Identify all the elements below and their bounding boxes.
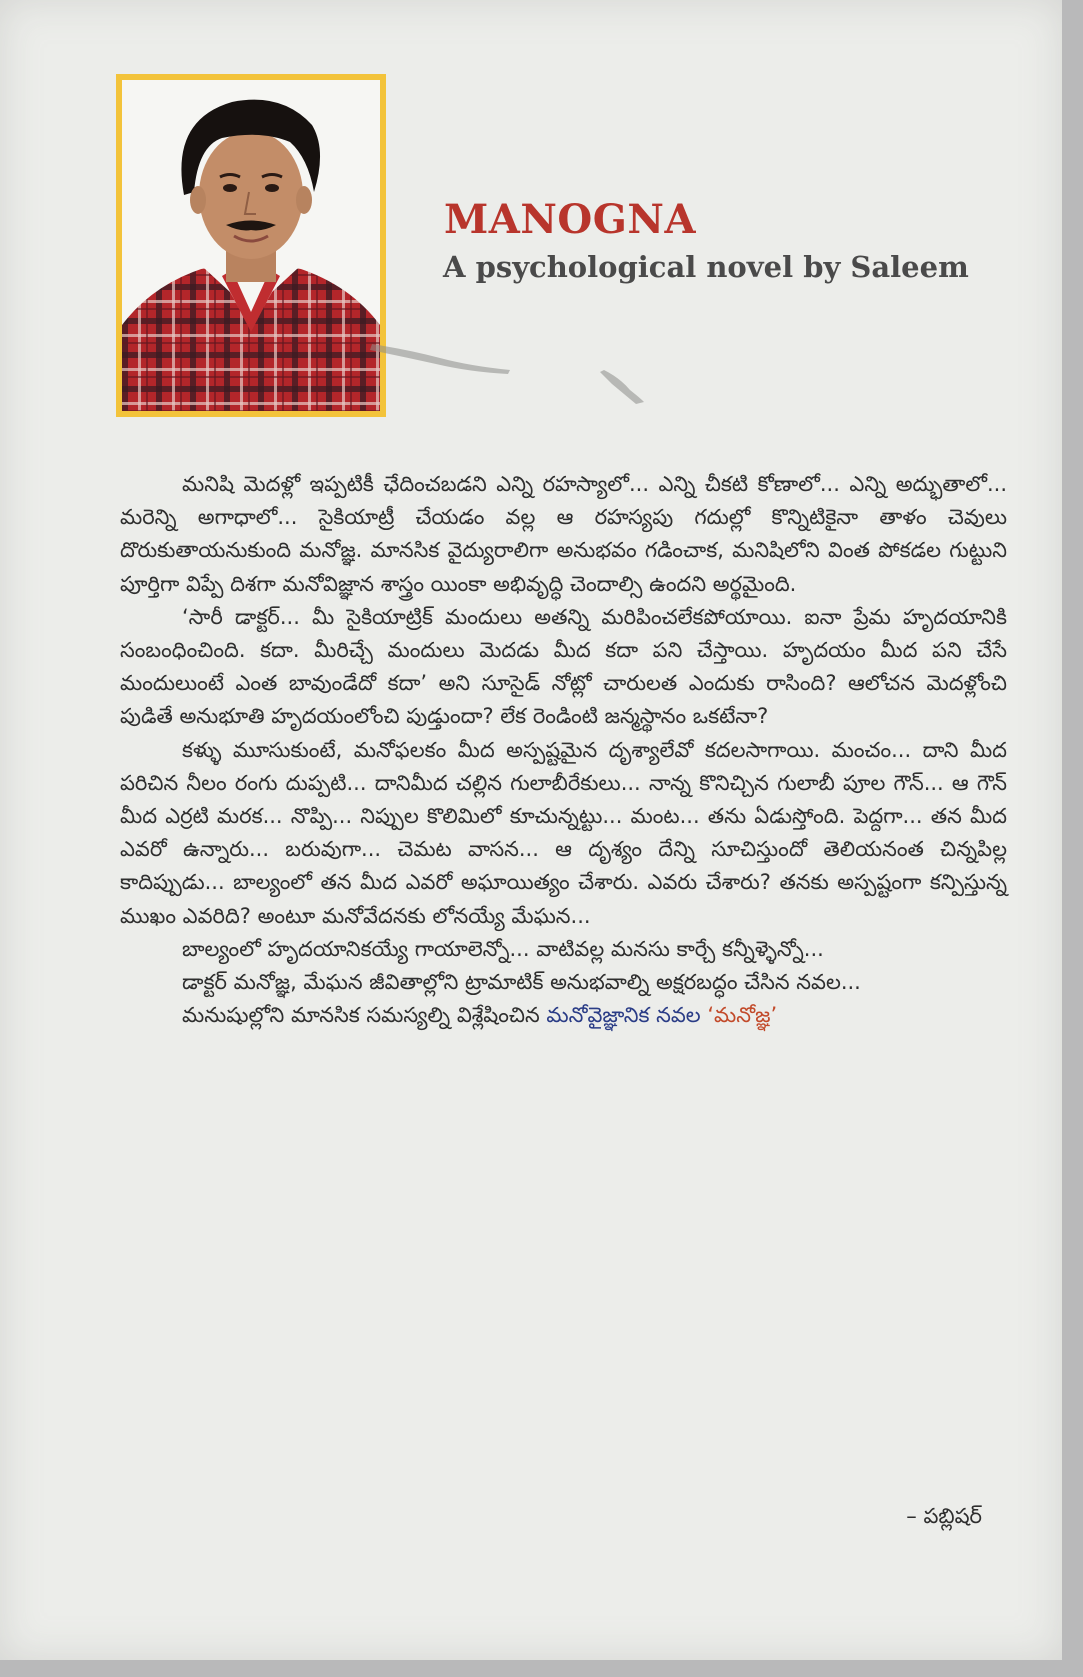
smudge-mark (370, 336, 520, 376)
blurb-paragraph: డాక్టర్ మనోజ్ఞ, మేఘన జీవితాల్లోని ట్రామాటిక్ అనుభవాల్ని అక్షరబద్ధం చేసిన నవల... (182, 970, 861, 995)
book-title: MANOGNA (444, 196, 696, 243)
blurb-text (120, 468, 1007, 1032)
author-portrait-image (122, 80, 380, 411)
book-subtitle: A psychological novel by Saleem (443, 250, 969, 284)
closing-highlight-blue: మనోవైజ్ఞానిక నవల (546, 1003, 708, 1028)
closing-prefix: మనుషుల్లోని మానసిక సమస్యల్ని విశ్లేషించిన (182, 1003, 547, 1028)
blurb-paragraph: కళ్ళు మూసుకుంటే, మనోఫలకం మీద అస్పష్టమైన దృశ్యాలేవో కదలసాగాయి. మంచం... దాని మీద పరిచిన నీలం రంగు దుప్పటి... దానిమీద చల్లిన గులాబీరేకులు... నాన్న కొనిచ్చిన గులాబీ పూల గౌన్... ఆ గౌన్ మీద ఎర్రటి మరక... నొప్పి... నిప్పుల కొలిమిలో కూచున్నట్టు... మంట... తను ఏడుస్తోంది. పెద్దగా... తన మీద ఎవరో ఉన్నారు... బరువుగా... చెమట వాసన... ఆ దృశ్యం దేన్ని సూచిస్తుందో తెలియనంత చిన్నపిల్ల కాదిప్పుడు... బాల్యంలో తన మీద ఎవరో అఘాయిత్యం చేశారు. ఎవరు చేశారు? తనకు అస్పష్టంగా కన్పిస్తున్న ముఖం ఎవరిది? అంటూ మనోవేదనకు లోనయ్యే మేఘన... (120, 737, 1007, 928)
blurb-closing-line (120, 999, 1007, 1032)
closing-highlight-red: ‘మనోజ్ఞ’ (707, 1003, 778, 1028)
smudge-mark (600, 366, 650, 406)
blurb-paragraph: బాల్యంలో హృదయానికయ్యే గాయాలెన్నో... వాటివల్ల మనసు కార్చే కన్నీళ్ళెన్నో... (182, 936, 824, 961)
blurb-paragraph: మనిషి మెదళ్లో ఇప్పటికీ ఛేదించబడని ఎన్ని రహస్యాలో... ఎన్ని చీకటి కోణాలో... ఎన్ని అద్భుతాలో... మరెన్ని అగాధాలో... సైకియాట్రీ చేయడం వల్ల ఆ రహస్యపు గదుల్లో కొన్నిటికైనా తాళం చెవులు దొరుకుతాయనుకుంది మనోజ్ఞ. మానసిక వైద్యురాలిగా అనుభవం గడించాక, మనిషిలోని వింత పోకడల గుట్టుని పూర్తిగా విప్పే దిశగా మనోవిజ్ఞాన శాస్త్రం యింకా అభివృద్ధి చెందాల్సి ఉందని అర్థమైంది. (120, 472, 1007, 596)
blurb-paragraph: ‘సారీ డాక్టర్... మీ సైకియాట్రిక్ మందులు అతన్ని మరిపించలేకపోయాయి. ఐనా ప్రేమ హృదయానికి సంబంధించింది. కదా. మీరిచ్చే మందులు మెదడు మీద కదా పని చేస్తాయి. హృదయం మీద పని చేసే మందులుంటే ఎంత బావుండేదో కదా’ అని సూసైడ్ నోట్లో చారులత ఎందుకు రాసింది? ఆలోచన మెదళ్లోంచి పుడితే అనుభూతి హృదయంలోంచి పుడ్తుందా? లేక రెండింటి జన్మస్థానం ఒకటేనా? (120, 604, 1007, 729)
publisher-signature: – పబ్లిషర్ (906, 1504, 982, 1528)
author-photo-frame (116, 74, 386, 417)
author-photo (122, 80, 380, 411)
